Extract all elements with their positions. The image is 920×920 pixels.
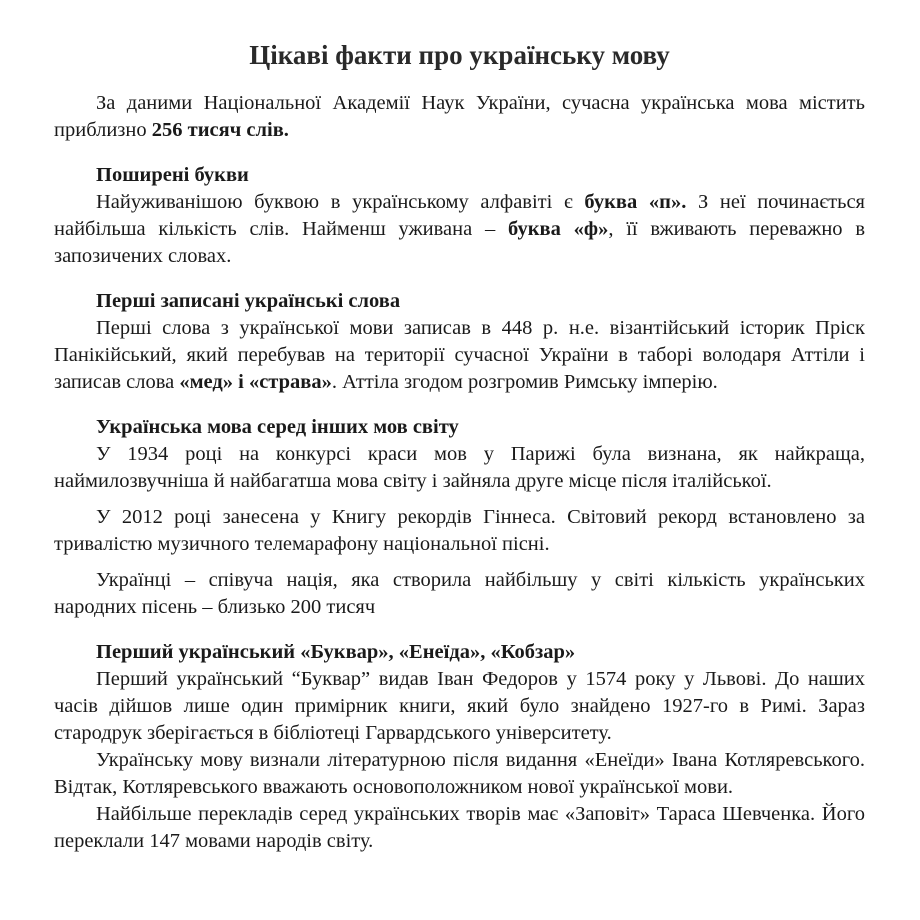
text-span: . Аттіла згодом розгромив Римську імперію. bbox=[331, 371, 718, 393]
bold-span: «мед» і «страва» bbox=[179, 371, 332, 393]
section-paragraph-first-words bbox=[54, 315, 865, 396]
section-heading-common-letters: Поширені букви bbox=[96, 164, 249, 186]
text-span: Найуживанішою буквою в українському алфавіті є bbox=[96, 191, 585, 213]
bold-span: буква «п». bbox=[584, 191, 687, 213]
section-heading-bukvar: Перший український «Буквар», «Енеїда», «Кобзар» bbox=[96, 641, 576, 663]
intro-text: За даними Національної Академії Наук України, сучасна українська мова містить приблизно bbox=[54, 92, 865, 141]
section-paragraph: Українську мову визнали літературною після видання «Енеїди» Івана Котляревського. Відтак, Котляревського вважають основоположником нової української мови. bbox=[54, 749, 865, 798]
section-paragraph: Українці – співуча нація, яка створила найбільшу у світі кількість українських народних пісень – близько 200 тисяч bbox=[54, 569, 865, 618]
intro-bold-count: 256 тисяч слів. bbox=[151, 119, 289, 141]
bold-span: буква «ф» bbox=[508, 218, 609, 240]
page-title: Цікаві факти про українську мову bbox=[249, 40, 670, 70]
section-heading-first-words: Перші записані українські слова bbox=[96, 290, 401, 312]
section-paragraph: Найбільше перекладів серед українських творів має «Заповіт» Тараса Шевченка. Його переклали 147 мовами народів світу. bbox=[54, 803, 865, 852]
section-paragraph: У 2012 році занесена у Книгу рекордів Гіннеса. Світовий рекорд встановлено за тривалістю музичного телемарафону національної пісні. bbox=[54, 506, 865, 555]
document-page bbox=[54, 38, 865, 855]
text-span: Перші слова з української мови записав в 448 р. н.е. візантійський історик Пріск Панікійський, який перебував на території сучасної України в таборі володаря Аттіли і записав слова bbox=[54, 317, 865, 393]
section-paragraph: У 1934 році на конкурсі краси мов у Парижі була визнана, як найкраща, наймилозвучніша й найбагатша мова світу і зайняла друге місце після італійської. bbox=[54, 443, 865, 492]
section-paragraph: Перший український “Буквар” видав Іван Федоров у 1574 року у Львові. До наших часів дійшов лише один примірник книги, який було знайдено 1927-го в Римі. Зараз стародрук зберігається в бібліотеці Гарвардського університету. bbox=[54, 668, 865, 744]
intro-paragraph bbox=[54, 90, 865, 144]
text-span: З неї починається найбільша кількість слів. Найменш уживана – bbox=[54, 191, 865, 240]
section-heading-among-languages: Українська мова серед інших мов світу bbox=[96, 416, 459, 438]
text-span: , її вживають переважно в запозичених словах. bbox=[54, 218, 865, 267]
section-paragraph-common-letters bbox=[54, 189, 865, 270]
